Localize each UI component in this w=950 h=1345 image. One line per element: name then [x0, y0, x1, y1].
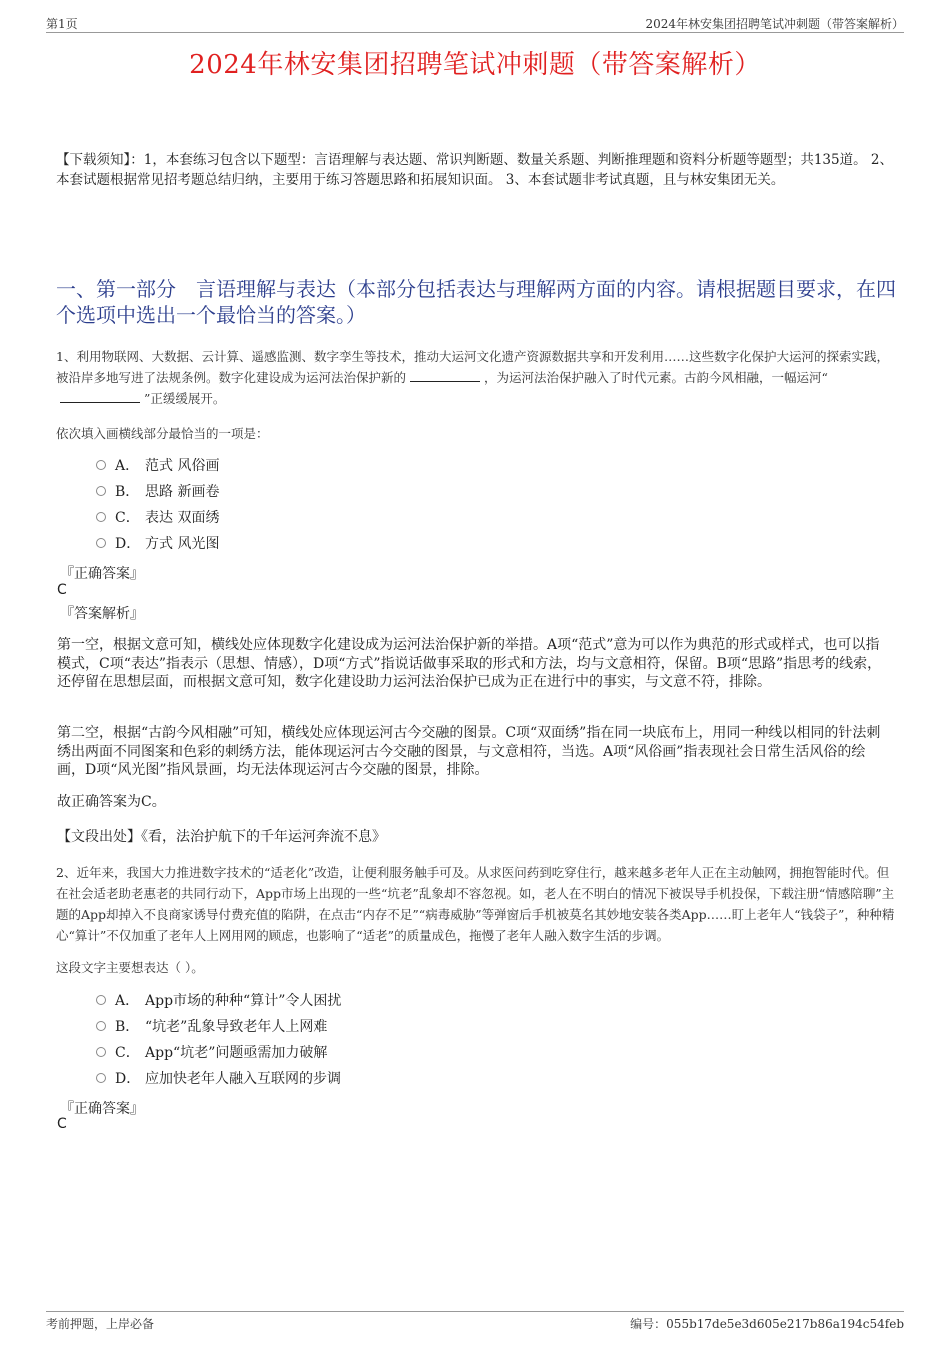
radio-icon[interactable]	[96, 1021, 106, 1031]
answer-blank-1	[410, 369, 480, 382]
analysis-paragraph-2: 第二空，根据“古韵今风相融”可知，横线处应体现运河古今交融的图景。C项“双面绣”指在同一块底布上，用同一种线以相同的针法刺绣出两面不同图案和色彩的刺绣方法，能体现运河古今交融的图景，与文意相符，当选。A项“风俗画”指表现社会日常生活风俗的绘画，D项“风光图”指风景画，均无法体现运河古今交融的图景，排除。	[57, 725, 881, 778]
question-1-option-c[interactable]	[96, 508, 219, 528]
option-text: App“坑老”问题亟需加力破解	[145, 1045, 328, 1061]
question-2-option-a[interactable]	[96, 991, 341, 1011]
question-1-analysis-label: 『答案解析』	[60, 606, 144, 622]
footer-serial-number: 编号：055b17de5e3d605e217b86a194c54feb	[630, 1317, 904, 1331]
option-letter: A．	[115, 458, 140, 474]
question-1-answer-label: 『正确答案』	[60, 566, 144, 582]
question-1-text-part-b: ，为运河法治保护融入了时代元素。古韵今风相融，一幅运河“	[484, 370, 828, 385]
radio-icon[interactable]	[96, 538, 106, 548]
option-letter: A．	[115, 993, 140, 1009]
radio-icon[interactable]	[96, 1047, 106, 1057]
question-2-option-c[interactable]	[96, 1043, 327, 1063]
question-2-prompt: 这段文字主要想表达（ ）。	[56, 960, 204, 975]
question-1-text	[56, 346, 896, 409]
option-letter: D．	[115, 536, 141, 552]
option-text: “坑老”乱象导致老年人上网难	[145, 1019, 328, 1035]
option-text: 方式 风光图	[145, 536, 220, 552]
option-text: 表达 双面绣	[145, 510, 220, 526]
page-header	[46, 14, 904, 33]
option-text: 思路 新画卷	[145, 484, 220, 500]
download-notice: 【下载须知】：1，本套练习包含以下题型：言语理解与表达题、常识判断题、数量关系题、判断推理题和资料分析题等题型；共135道。 2、本套试题根据常见招考题总结归纳，主要用于练习答题思路和拓展知识面。 3、本套试题非考试真题，且与林安集团无关。	[56, 152, 893, 188]
question-1-option-b[interactable]	[96, 482, 219, 502]
question-1-text-part-a: 1、利用物联网、大数据、云计算、遥感监测、数字孪生等技术，推动大运河文化遗产资源数据共享和开发利用……这些数字化保护大运河的探索实践，被沿岸多地写进了法规条例。数字化建设成为运河法治保护新的	[56, 349, 889, 385]
option-letter: C．	[115, 1045, 140, 1061]
option-text: 应加快老年人融入互联网的步调	[145, 1071, 341, 1087]
radio-icon[interactable]	[96, 995, 106, 1005]
question-1-option-a[interactable]	[96, 456, 219, 476]
page-number: 第1页	[46, 17, 78, 31]
question-2-answer: C	[57, 1116, 67, 1132]
option-text: App市场的种种“算计”令人困扰	[145, 993, 342, 1009]
radio-icon[interactable]	[96, 1073, 106, 1083]
analysis-conclusion: 故正确答案为C。	[57, 794, 166, 810]
document-title: 2024年林安集团招聘笔试冲刺题（带答案解析）	[189, 50, 761, 80]
radio-icon[interactable]	[96, 512, 106, 522]
option-letter: C．	[115, 510, 140, 526]
header-doc-title: 2024年林安集团招聘笔试冲刺题（带答案解析）	[645, 17, 904, 31]
answer-blank-2	[60, 390, 140, 403]
option-letter: B．	[115, 1019, 140, 1035]
question-2-answer-label: 『正确答案』	[60, 1101, 144, 1117]
question-1-answer: C	[57, 582, 67, 598]
question-2-option-d[interactable]	[96, 1069, 341, 1089]
option-text: 范式 风俗画	[145, 458, 220, 474]
footer-slogan: 考前押题，上岸必备	[46, 1317, 155, 1331]
question-2-option-b[interactable]	[96, 1017, 327, 1037]
question-1-prompt: 依次填入画横线部分最恰当的一项是：	[56, 426, 269, 441]
question-2-text: 2、近年来，我国大力推进数字技术的“适老化”改造，让便利服务触手可及。从求医问药到吃穿住行，越来越多老年人正在主动触网，拥抱智能时代。但在社会适老助老惠老的共同行动下，App市场上出现的一些“坑老”乱象却不容忽视。如，老人在不明白的情况下被误导手机投保，下载注册“情感陪聊”主题的App却掉入不良商家诱导付费充值的陷阱，在点击“内存不足”“病毒威胁”等弹窗后手机被莫名其妙地安装各类App……盯上老年人“钱袋子”，种种精心“算计”不仅加重了老年人上网用网的顾虑，也影响了“适老”的质量成色，拖慢了老年人融入数字生活的步调。	[56, 865, 895, 943]
question-1-text-part-c: ”正缓缓展开。	[144, 391, 226, 406]
section-heading: 一、第一部分 言语理解与表达（本部分包括表达与理解两方面的内容。请根据题目要求，在四个选项中选出一个最恰当的答案。）	[56, 277, 896, 327]
radio-icon[interactable]	[96, 486, 106, 496]
radio-icon[interactable]	[96, 460, 106, 470]
page-footer	[46, 1311, 904, 1332]
analysis-paragraph-1: 第一空，根据文意可知，横线处应体现数字化建设成为运河法治保护新的举措。A项“范式”意为可以作为典范的形式或样式，也可以指模式，C项“表达”指表示（思想、情感），D项“方式”指说话做事采取的形式和方法，均与文意相符，保留。B项“思路”指思考的线索，还停留在思想层面，而根据文意可知，数字化建设助力运河法治保护已成为正在进行中的事实，与文意不符，排除。	[57, 637, 882, 690]
question-1-option-d[interactable]	[96, 534, 219, 554]
option-letter: D．	[115, 1071, 141, 1087]
analysis-source: 【文段出处】《看，法治护航下的千年运河奔流不息》	[57, 829, 386, 845]
option-letter: B．	[115, 484, 140, 500]
